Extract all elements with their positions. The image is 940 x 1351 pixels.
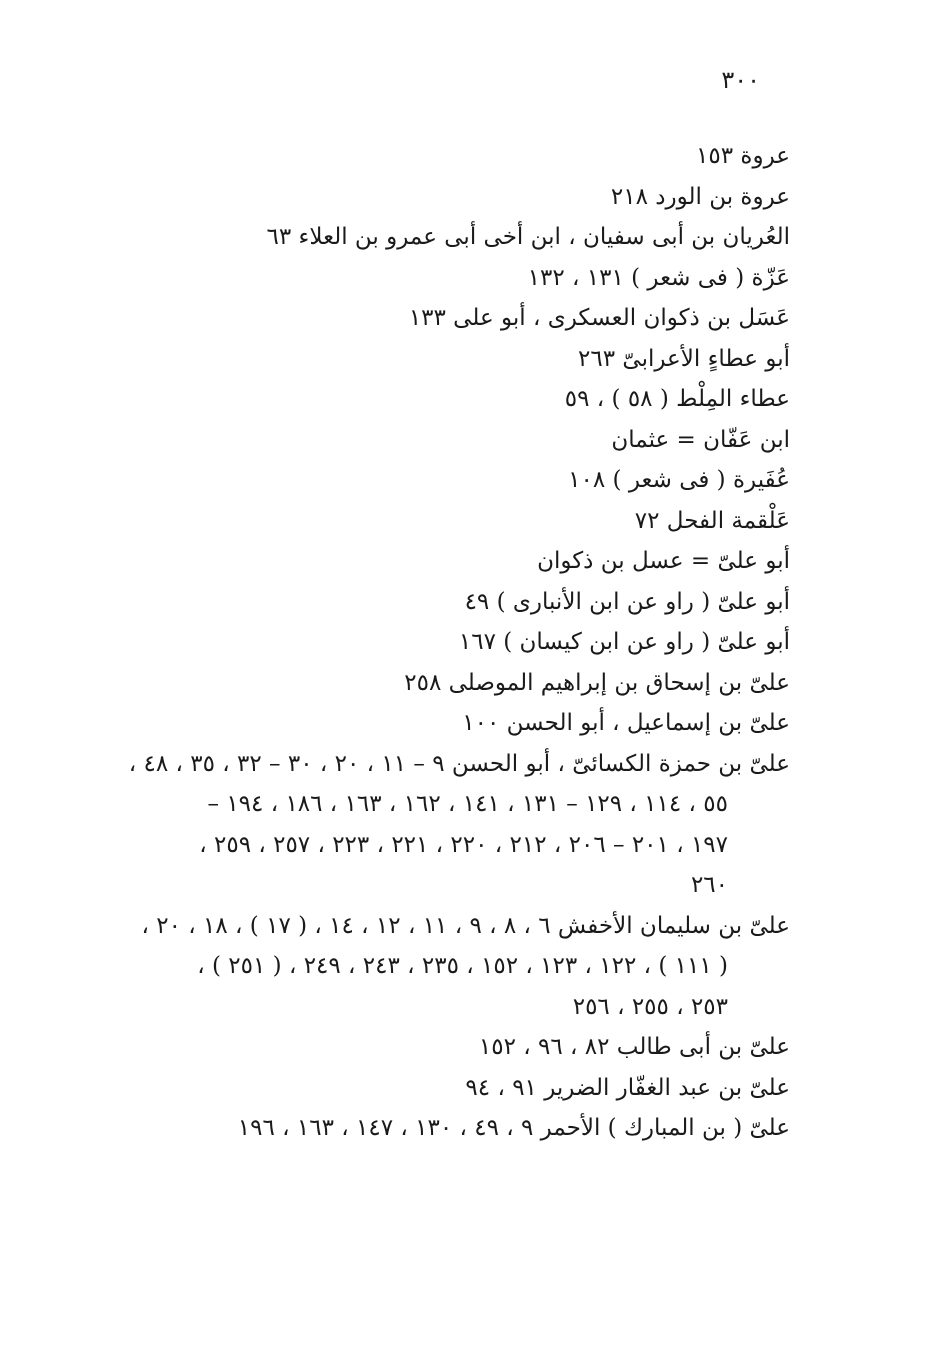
index-entry-akhfash — [100, 906, 790, 1028]
entry-line: علىّ بن حمزة الكسائىّ ، أبو الحسن ٩ – ١١ ، ٢٠ ، ٣٠ – ٣٢ ، ٣٥ ، ٤٨ ، — [128, 750, 790, 777]
index-entry: أبو علىّ = عسل بن ذكوان — [537, 548, 790, 574]
entry-continuation-line: ١٩٧ ، ٢٠١ – ٢٠٦ ، ٢١٢ ، ٢٢٠ ، ٢٢١ ، ٢٢٣ ، ٢٥٧ ، ٢٥٩ ، — [199, 831, 728, 858]
index-entry: العُريان بن أبى سفيان ، ابن أخى أبى عمرو بن العلاء ٦٣ — [266, 224, 790, 250]
index-entry: أبو علىّ ( راو عن ابن الأنبارى ) ٤٩ — [464, 588, 790, 615]
entry-continuation-line: ٢٦٠ — [690, 872, 728, 898]
index-entry-kisai — [100, 744, 790, 906]
index-entry: أبو عطاءٍ الأعرابىّ ٢٦٣ — [578, 345, 790, 372]
index-entries — [100, 136, 790, 1149]
index-entry: عطاء المِلْط ( ٥٨ ) ، ٥٩ — [564, 386, 790, 412]
index-entry: ابن عَفّان = عثمان — [611, 426, 790, 453]
index-entry: أبو علىّ ( راو عن ابن كيسان ) ١٦٧ — [458, 629, 790, 655]
index-entry: عُفَيرة ( فى شعر ) ١٠٨ — [568, 467, 790, 493]
index-entry: علىّ ( بن المبارك ) الأحمر ٩ ، ٤٩ ، ١٣٠ ، ١٤٧ ، ١٦٣ ، ١٩٦ — [237, 1115, 790, 1141]
index-entry: عَزّة ( فى شعر ) ١٣١ ، ١٣٢ — [527, 264, 790, 291]
index-entry: علىّ بن إسحاق بن إبراهيم الموصلى ٢٥٨ — [404, 669, 790, 696]
entry-continuation-line: ٢٥٣ ، ٢٥٥ ، ٢٥٦ — [572, 993, 728, 1020]
index-entry: عروة بن الورد ٢١٨ — [610, 183, 790, 210]
index-entry: عَسَل بن ذكوان العسكرى ، أبو على ١٣٣ — [408, 305, 790, 331]
page-number: ٣٠٠ — [721, 66, 760, 94]
index-entry: علىّ بن أبى طالب ٨٢ ، ٩٦ ، ١٥٢ — [478, 1034, 790, 1060]
entry-continuation-line: ٥٥ ، ١١٤ ، ١٢٩ – ١٣١ ، ١٤١ ، ١٦٢ ، ١٦٣ ، ١٨٦ ، ١٩٤ – — [207, 791, 728, 817]
index-entry: علىّ بن إسماعيل ، أبو الحسن ١٠٠ — [462, 710, 790, 736]
entry-continuation-line: ( ١١١ ) ، ١٢٢ ، ١٢٣ ، ١٥٢ ، ٢٣٥ ، ٢٤٣ ، ٢٤٩ ، ( ٢٥١ ) ، — [197, 953, 728, 979]
index-entry: علىّ بن عبد الغفّار الضرير ٩١ ، ٩٤ — [465, 1074, 790, 1101]
index-entry: عروة ١٥٣ — [696, 143, 790, 169]
entry-line: علىّ بن سليمان الأخفش ٦ ، ٨ ، ٩ ، ١١ ، ١٢ ، ١٤ ، ( ١٧ ) ، ١٨ ، ٢٠ ، — [141, 912, 790, 939]
index-entry: عَلْقمة الفحل ٧٢ — [634, 507, 790, 534]
